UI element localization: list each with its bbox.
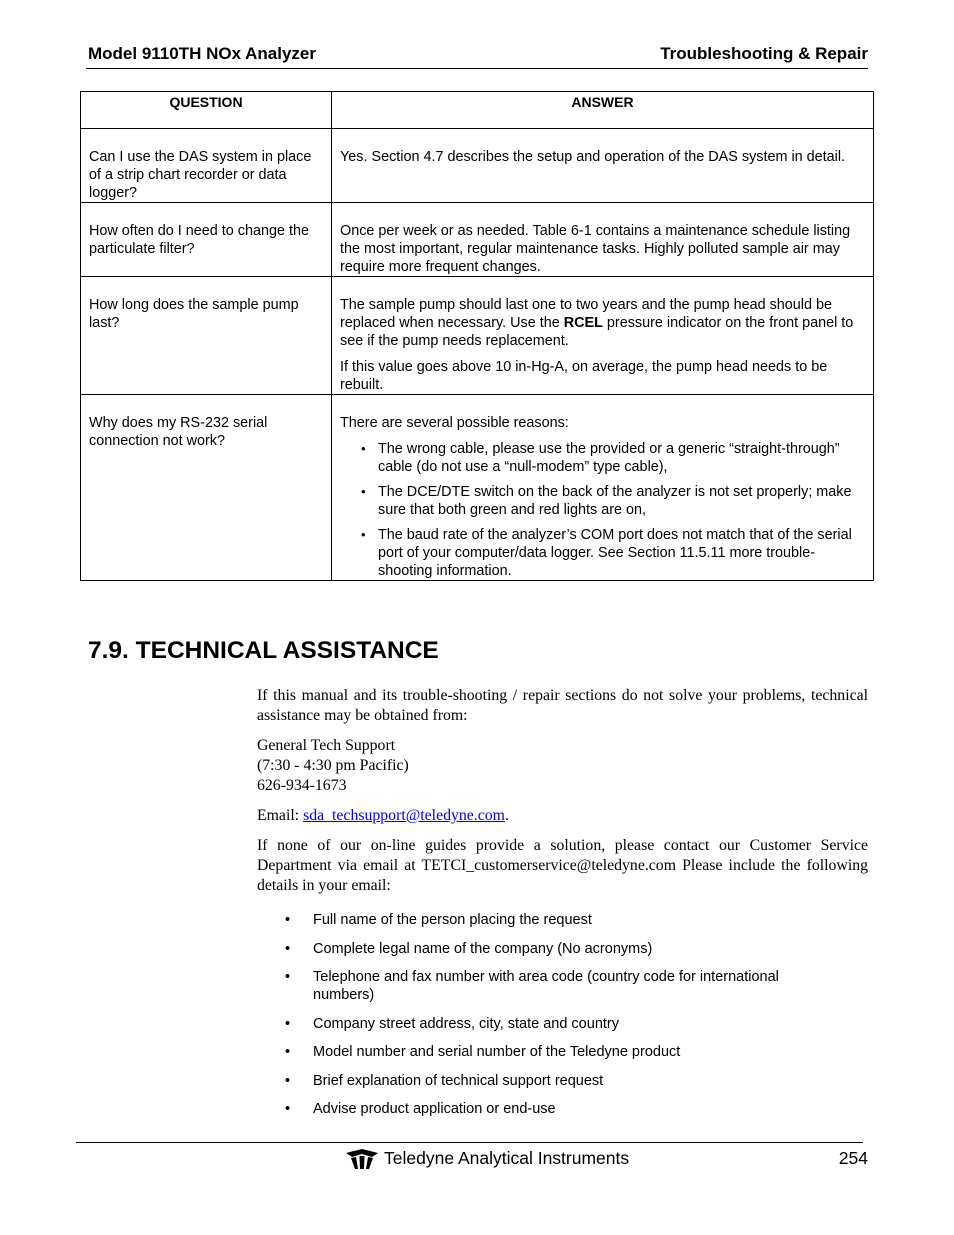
footer-rule <box>76 1142 863 1143</box>
faq-question: Why does my RS-232 serial connection not work? <box>81 395 332 581</box>
faq-answer <box>332 277 874 395</box>
header-chapter-title: Troubleshooting & Repair <box>660 44 868 63</box>
faq-answer-paragraph: If this value goes above 10 in-Hg-A, on average, the pump head needs to be rebuilt. <box>340 359 828 393</box>
support-phone: 626-934-1673 <box>257 777 347 794</box>
header-rule <box>86 68 868 69</box>
list-item: • Model number and serial number of the Teledyne product <box>257 1043 837 1061</box>
list-item: • Complete legal name of the company (No acronyms) <box>257 940 837 958</box>
list-item: • The DCE/DTE switch on the back of the analyzer is not set properly; make sure that both green and red lights are on, <box>340 483 865 519</box>
support-hours: (7:30 - 4:30 pm Pacific) <box>257 757 409 774</box>
list-item: • The wrong cable, please use the provided or a generic “straight-through” cable (do not use a “null-modem” type cable), <box>340 440 865 476</box>
customer-service-paragraph: If none of our on-line guides provide a solution, please contact our Customer Service Department via email at TETCI_customerservice@teledyne.com Please include the following details in your email: <box>257 837 868 894</box>
faq-question: How often do I need to change the particulate filter? <box>81 203 332 277</box>
faq-question: Can I use the DAS system in place of a strip chart recorder or data logger? <box>81 129 332 203</box>
faq-answer: Yes. Section 4.7 describes the setup and operation of the DAS system in detail. <box>332 129 874 203</box>
section-heading: 7.9. TECHNICAL ASSISTANCE <box>88 637 439 664</box>
faq-row <box>81 129 874 203</box>
answer-text: The sample pump should last one to two years and the pump head should be replaced when necessary. Use the <box>340 297 832 331</box>
support-name: General Tech Support <box>257 737 396 754</box>
faq-answer-bullets <box>340 440 865 580</box>
answer-emphasis: RCEL <box>563 315 603 331</box>
footer-company: Teledyne Analytical Instruments <box>384 1148 630 1168</box>
email-line <box>257 806 868 826</box>
faq-row <box>81 277 874 395</box>
faq-table <box>80 91 874 581</box>
faq-answer: Once per week or as needed. Table 6-1 contains a maintenance schedule listing the most important, regular maintenance tasks. Highly polluted sample air may require more frequent changes. <box>332 203 874 277</box>
faq-row <box>81 395 874 581</box>
list-item: • Company street address, city, state and country <box>257 1015 837 1033</box>
email-label: Email: <box>257 807 304 824</box>
faq-answer-paragraph: There are several possible reasons: <box>340 415 569 431</box>
list-item: • Brief explanation of technical support request <box>257 1072 837 1090</box>
intro-paragraph: If this manual and its trouble-shooting / repair sections do not solve your problems, technical assistance may be obtained from: <box>257 687 868 724</box>
email-link[interactable]: sda_techsupport@teledyne.com <box>303 807 505 824</box>
faq-row <box>81 203 874 277</box>
page-number: 254 <box>838 1148 868 1168</box>
list-item: • Telephone and fax number with area code (country code for international numbers) <box>257 968 837 1004</box>
support-contact <box>257 736 868 796</box>
list-item: • The baud rate of the analyzer’s COM port does not match that of the serial port of your computer/data logger. See Section 11.5.11 more trouble-shooting information. <box>340 526 865 580</box>
faq-answer <box>332 395 874 581</box>
header-document-title: Model 9110TH NOx Analyzer <box>88 44 317 63</box>
faq-answer-header: ANSWER <box>332 92 874 129</box>
list-item: • Full name of the person placing the request <box>257 911 837 929</box>
request-details-list <box>257 911 837 1129</box>
page-header <box>88 44 868 64</box>
teledyne-logo-icon <box>345 1148 379 1175</box>
faq-header-row <box>81 92 874 129</box>
faq-answer-paragraph <box>340 296 865 350</box>
faq-question: How long does the sample pump last? <box>81 277 332 395</box>
email-suffix: . <box>504 807 509 824</box>
section-body <box>257 686 868 906</box>
list-item: • Advise product application or end-use <box>257 1100 837 1118</box>
page-footer <box>345 1148 868 1170</box>
answer-text: pressure indicator on the front panel to see if the pump needs replacement. <box>340 315 854 349</box>
faq-question-header: QUESTION <box>81 92 332 129</box>
